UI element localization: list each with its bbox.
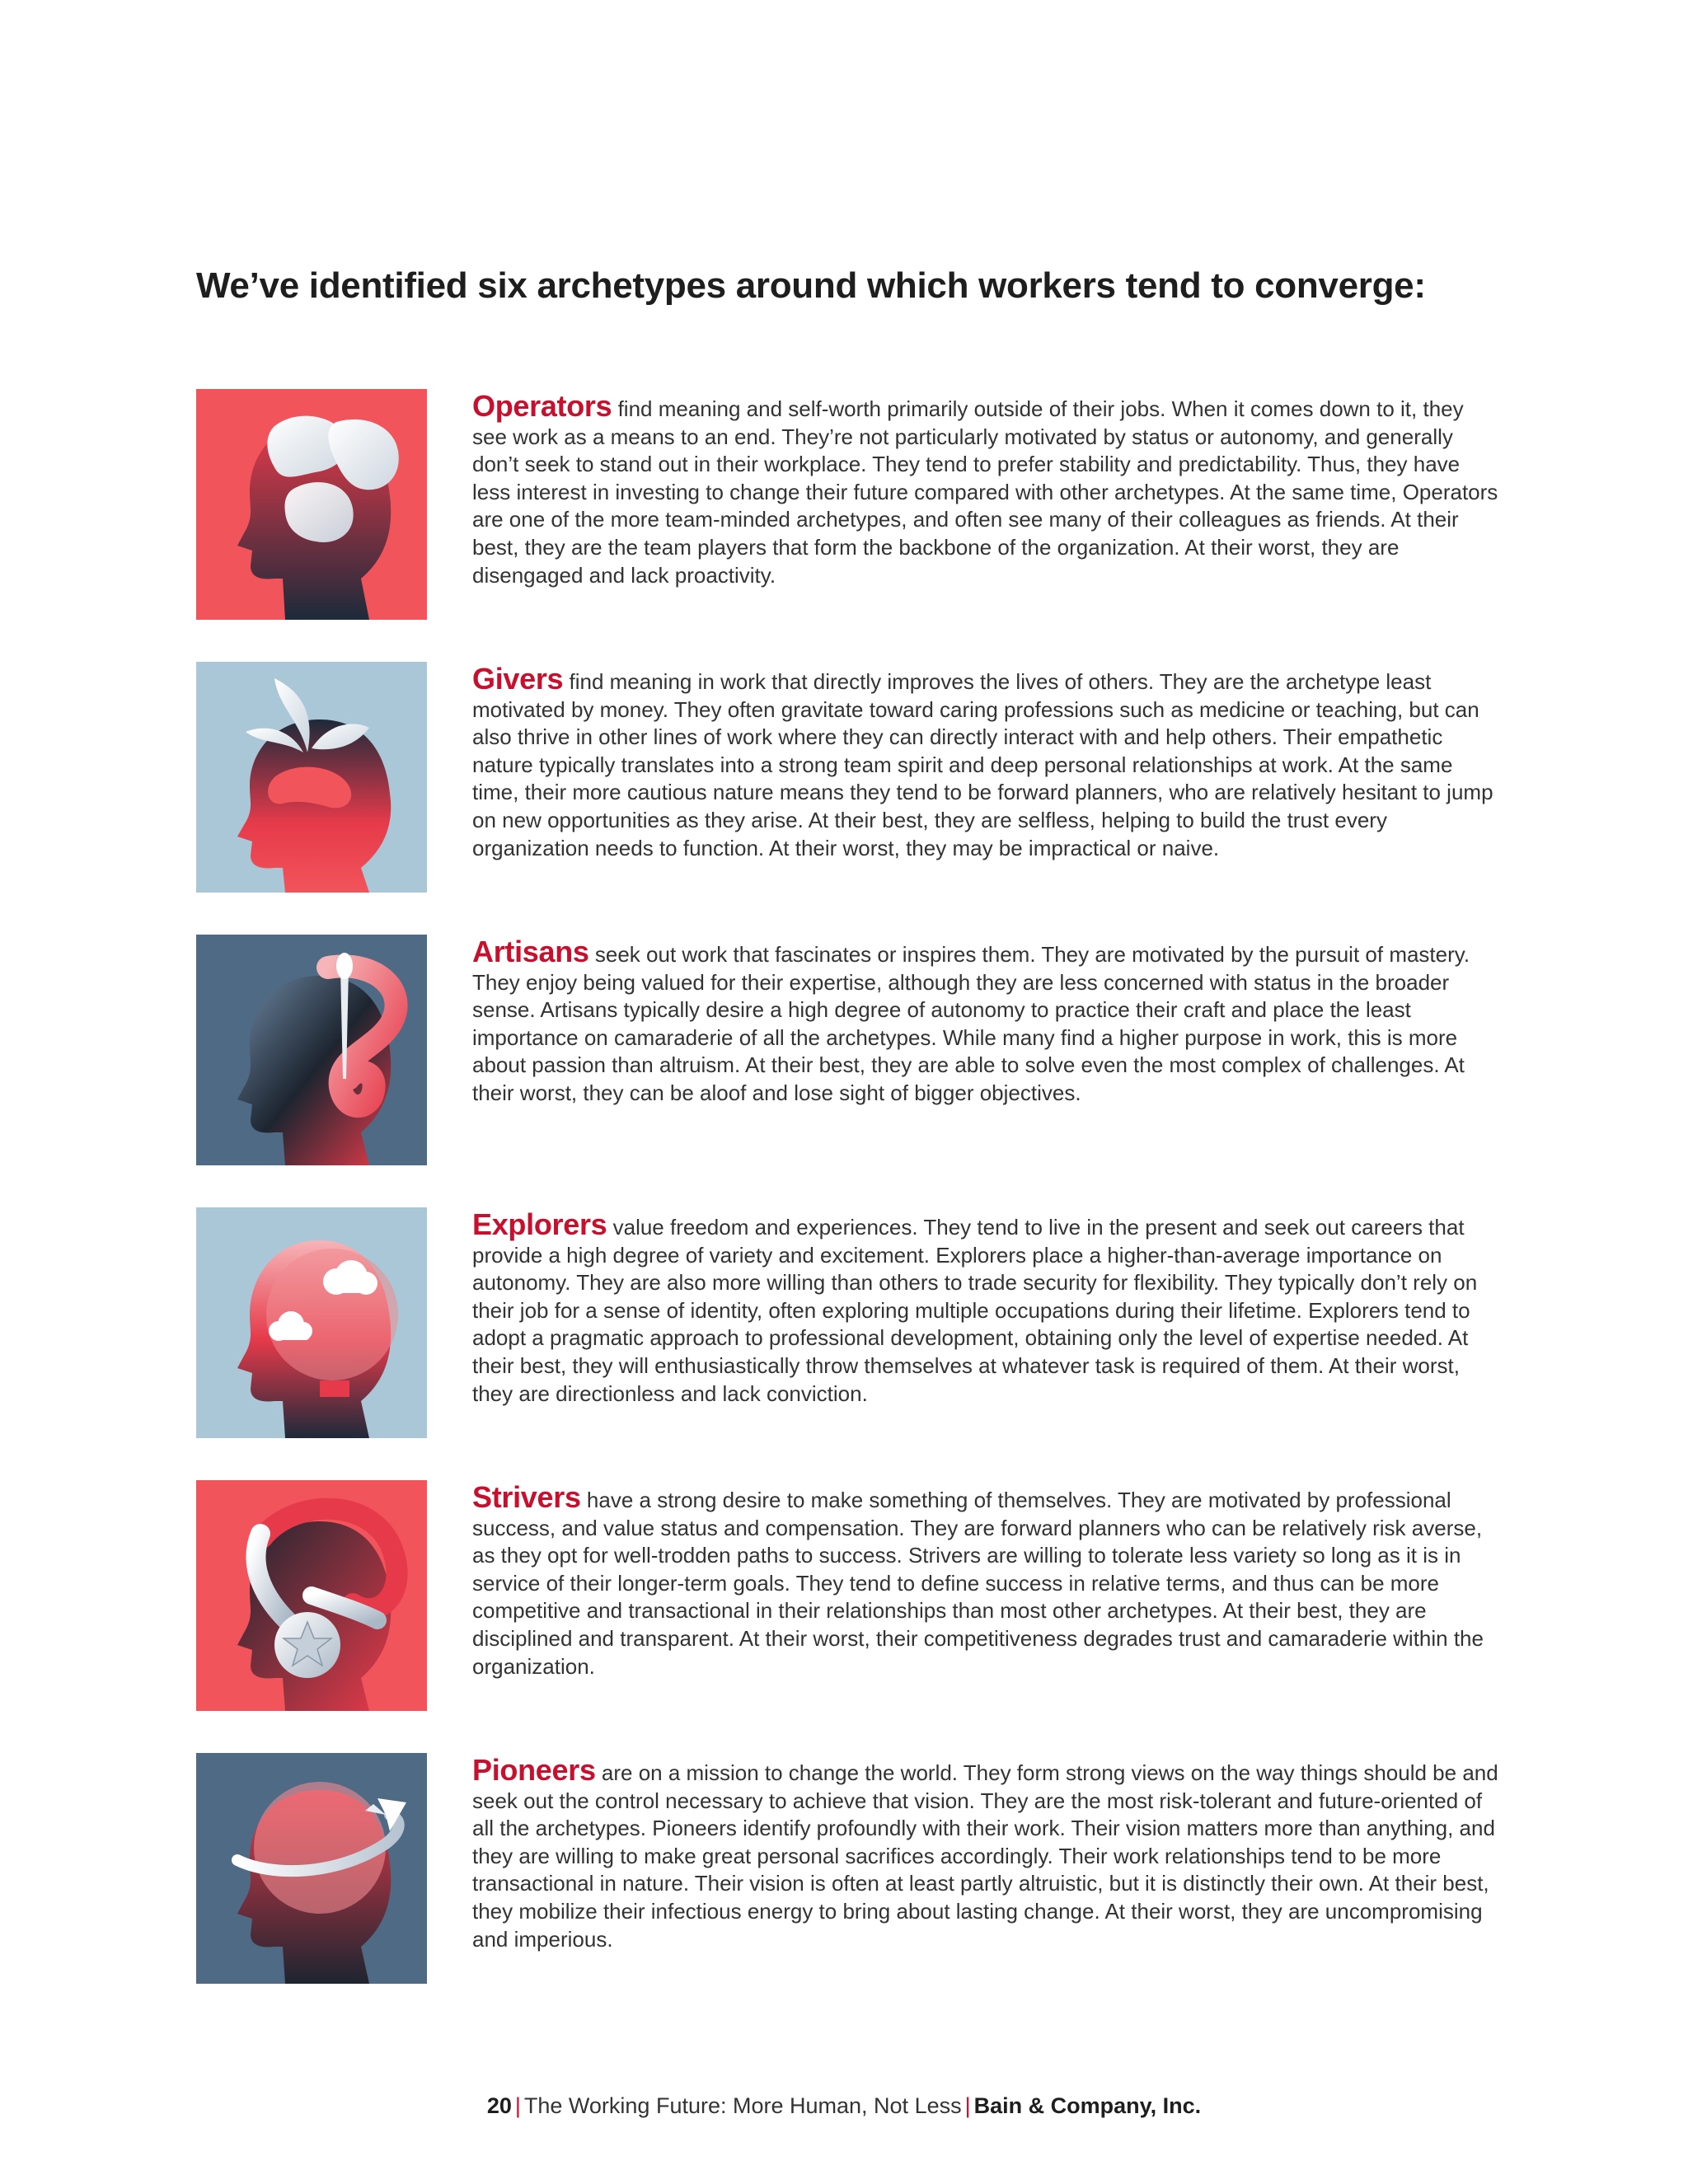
archetype-givers — [196, 662, 1498, 893]
company-name: Bain & Company, Inc. — [973, 2093, 1202, 2118]
archetype-pioneers — [196, 1753, 1498, 1984]
archetype-strivers — [196, 1480, 1498, 1711]
medal-head-icon — [196, 1480, 427, 1711]
report-title: The Working Future: More Human, Not Less — [523, 2093, 962, 2118]
archetype-description: seek out work that fascinates or inspires them. They are motivated by the pursuit of mastery. They enjoy being valued for their expertise, although they are less concerned with status in the broader sense. Artisans typically desire a high degree of autonomy to practice their craft and place the least importance on camaraderie of all the archetypes. While many find a higher purpose in work, this is more about passion than altruism. At their best, they are able to solve even the most complex of challenges. At their worst, they can be aloof and lose sight of bigger objectives. — [472, 942, 1470, 1105]
paintbrush-head-icon — [196, 935, 427, 1165]
archetype-name: Operators — [472, 389, 612, 423]
globe-plane-head-icon — [196, 1753, 427, 1984]
page-number: 20 — [486, 2093, 512, 2118]
archetype-name: Explorers — [472, 1207, 607, 1241]
archetype-description: find meaning and self-worth primarily outside of their jobs. When it comes down to it, they see work as a means to an end. They’re not particularly motivated by status or autonomy, and generally don’t seek to stand out in their workplace. They tend to prefer stability and predictability. Thus, they have less interest in investing to change their future compared with other archetypes. At the same time, Operators are one of the more team-minded archetypes, and often see many of their colleagues as friends. At their best, they are the team players that form the backbone of the organization. At their worst, they are disengaged and lack proactivity. — [472, 396, 1498, 588]
footer-separator: | — [514, 2093, 521, 2118]
hands-head-icon — [196, 389, 427, 620]
archetype-name: Givers — [472, 662, 564, 696]
sprout-head-icon — [196, 662, 427, 893]
archetype-artisans — [196, 935, 1498, 1165]
archetype-description: have a strong desire to make something of themselves. They are motivated by professional success, and value status and compensation. They are forward planners who can be relatively risk averse, as they opt for well-trodden paths to success. Strivers are willing to tolerate less variety so long as it is in service of their longer-term goals. They tend to define success in relative terms, and thus can be more competitive and transactional in their relationships than most other archetypes. At their best, they are disciplined and transparent. At their worst, their competitiveness degrades trust and camaraderie within the organization. — [472, 1488, 1484, 1679]
archetype-name: Artisans — [472, 935, 589, 968]
archetype-description: value freedom and experiences. They tend to live in the present and seek out careers that provide a high degree of variety and excitement. Explorers place a higher-than-average importance on autonomy. They are also more willing than others to trade security for flexibility. They typically don’t rely on their job for a sense of identity, often exploring multiple occupations during their lifetime. Explorers tend to adopt a pragmatic approach to professional development, obtaining only the level of expertise needed. At their best, they will enthusiastically throw themselves at whatever task is required of them. At their worst, they are directionless and lack conviction. — [472, 1215, 1478, 1406]
archetype-operators — [196, 389, 1498, 620]
archetype-description: find meaning in work that directly improves the lives of others. They are the archetype least motivated by money. They often gravitate toward caring professions such as medicine or teaching, but can also thrive in other lines of work where they can directly interact with and help others. Their empathetic nature typically translates into a strong team spirit and deep personal relationships at work. At the same time, their more cautious nature means they tend to be forward planners, who are relatively hesitant to jump on new opportunities as they arise. At their best, they are selfless, helping to build the trust every organization needs to function. At their worst, they may be impractical or naive. — [472, 669, 1493, 860]
balloon-head-icon — [196, 1207, 427, 1438]
archetype-name: Pioneers — [472, 1753, 596, 1787]
archetype-description: are on a mission to change the world. They form strong views on the way things should be and seek out the control necessary to achieve that vision. They are the most risk-tolerant and future-oriented of all the archetypes. Pioneers identify profoundly with their work. Their vision matters more than anything, and they are willing to make great personal sacrifices accordingly. Their work relationships tend to be more transactional in nature. Their vision is often at least partly altruistic, but it is distinctly their own. At their best, they mobilize their infectious energy to bring about lasting change. At their worst, they are uncompromising and imperious. — [472, 1760, 1498, 1952]
archetype-explorers — [196, 1207, 1498, 1438]
page-footer — [0, 2093, 1688, 2119]
archetype-name: Strivers — [472, 1480, 581, 1514]
footer-separator: | — [964, 2093, 971, 2118]
page-title: We’ve identified six archetypes around which workers tend to converge: — [196, 265, 1426, 306]
